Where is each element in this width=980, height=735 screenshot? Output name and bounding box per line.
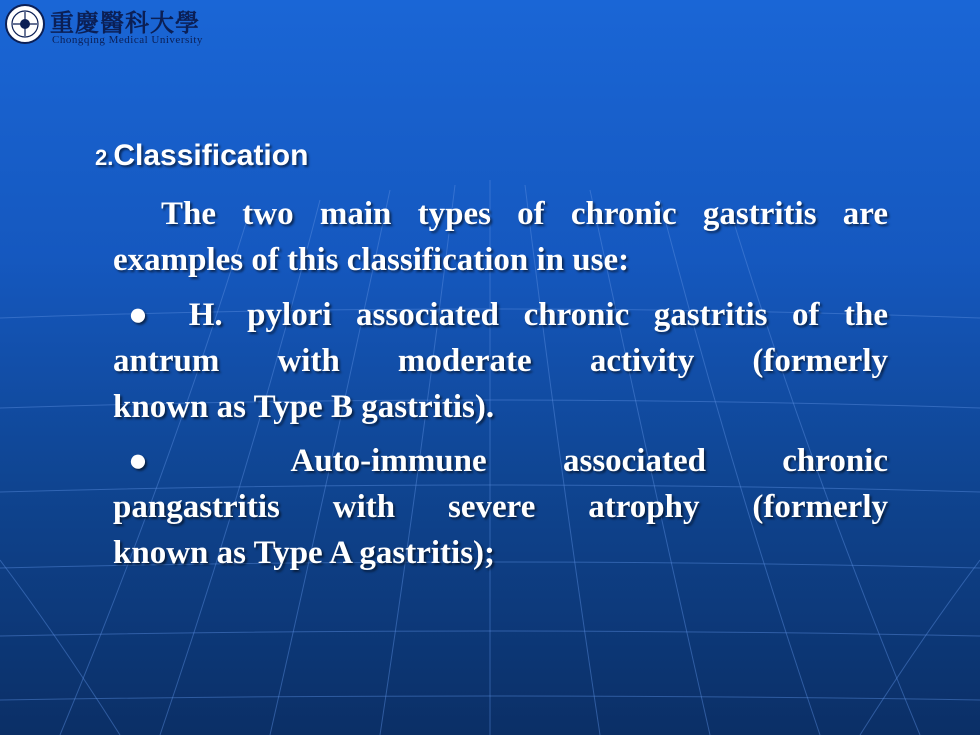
text-line: pangastritis with severe atrophy (formerly — [113, 489, 888, 525]
university-name-english: Chongqing Medical University — [52, 34, 203, 46]
text-line: ● Auto-immune associated chronic — [128, 443, 888, 479]
bullet-paragraph-type-a — [113, 438, 888, 576]
text-line: The two main types of chronic gastritis are — [161, 196, 888, 232]
text-line: ● H. pylori associated chronic gastritis of the — [128, 297, 888, 333]
text-line: known as Type A gastritis); — [113, 535, 496, 571]
slide-heading — [95, 139, 308, 173]
heading-text: Classification — [113, 139, 309, 172]
university-name-chinese: 重慶醫科大學 — [50, 8, 200, 37]
bullet-paragraph-type-b — [113, 292, 888, 430]
text-line: known as Type B gastritis). — [113, 389, 495, 425]
text-line: examples of this classification in use: — [113, 242, 630, 278]
intro-paragraph — [113, 191, 888, 283]
text-line: antrum with moderate activity (formerly — [113, 343, 888, 379]
heading-number: 2. — [95, 145, 114, 170]
